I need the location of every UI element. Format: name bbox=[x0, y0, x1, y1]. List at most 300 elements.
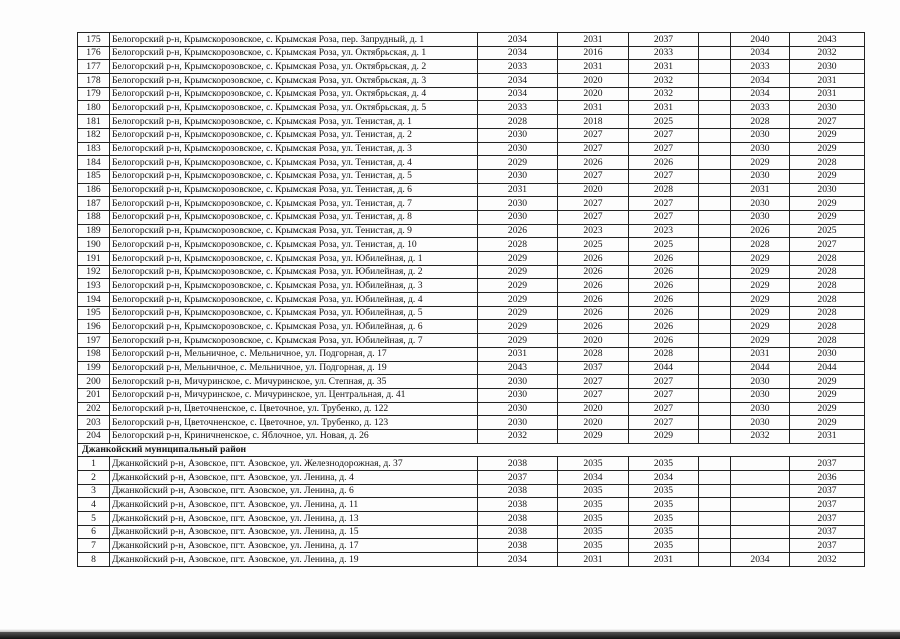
table-body-dzhankoy bbox=[78, 457, 865, 567]
row-number: 193 bbox=[78, 279, 110, 293]
year-cell-6: 2028 bbox=[790, 293, 865, 307]
year-cell-6: 2030 bbox=[790, 183, 865, 197]
year-cell-5: 2030 bbox=[731, 388, 790, 402]
year-cell-2: 2020 bbox=[558, 416, 629, 430]
year-cell-5: 2029 bbox=[731, 320, 790, 334]
year-cell-2: 2035 bbox=[558, 498, 629, 512]
year-cell-4 bbox=[699, 512, 731, 526]
year-cell-1: 2029 bbox=[478, 320, 558, 334]
year-cell-1: 2038 bbox=[478, 484, 558, 498]
row-number: 186 bbox=[78, 183, 110, 197]
year-cell-1: 2030 bbox=[478, 388, 558, 402]
year-cell-2: 2027 bbox=[558, 197, 629, 211]
year-cell-4 bbox=[699, 484, 731, 498]
table-row bbox=[78, 87, 865, 101]
year-cell-1: 2028 bbox=[478, 115, 558, 129]
year-cell-5: 2030 bbox=[731, 375, 790, 389]
year-cell-5: 2030 bbox=[731, 416, 790, 430]
table-row bbox=[78, 293, 865, 307]
address-cell: Белогорский р-н, Криничненское, с. Яблочное, ул. Новая, д. 26 bbox=[110, 429, 478, 443]
year-cell-3: 2026 bbox=[629, 252, 699, 266]
year-cell-4 bbox=[699, 169, 731, 183]
year-cell-5 bbox=[731, 498, 790, 512]
year-cell-1: 2029 bbox=[478, 265, 558, 279]
table-row bbox=[78, 539, 865, 553]
section-header-body bbox=[78, 443, 865, 457]
address-cell: Белогорский р-н, Крымскорозовское, с. Крымская Роза, ул. Октябрьская, д. 4 bbox=[110, 87, 478, 101]
year-cell-6: 2027 bbox=[790, 238, 865, 252]
year-cell-6: 2032 bbox=[790, 553, 865, 567]
address-cell: Белогорский р-н, Крымскорозовское, с. Крымская Роза, ул. Юбилейная, д. 3 bbox=[110, 279, 478, 293]
year-cell-3: 2025 bbox=[629, 115, 699, 129]
row-number: 194 bbox=[78, 293, 110, 307]
year-cell-1: 2028 bbox=[478, 238, 558, 252]
year-cell-6: 2037 bbox=[790, 484, 865, 498]
table-row bbox=[78, 252, 865, 266]
year-cell-1: 2029 bbox=[478, 279, 558, 293]
year-cell-5 bbox=[731, 484, 790, 498]
year-cell-5: 2040 bbox=[731, 33, 790, 47]
year-cell-4 bbox=[699, 197, 731, 211]
year-cell-2: 2026 bbox=[558, 320, 629, 334]
address-cell: Белогорский р-н, Крымскорозовское, с. Крымская Роза, ул. Юбилейная, д. 4 bbox=[110, 293, 478, 307]
year-cell-6: 2029 bbox=[790, 142, 865, 156]
row-number: 5 bbox=[78, 512, 110, 526]
year-cell-2: 2027 bbox=[558, 388, 629, 402]
year-cell-3: 2031 bbox=[629, 60, 699, 74]
row-number: 182 bbox=[78, 128, 110, 142]
address-cell: Джанкойский р-н, Азовское, пгт. Азовское, ул. Ленина, д. 4 bbox=[110, 471, 478, 485]
table-body-belogorsk bbox=[78, 33, 865, 444]
year-cell-5: 2030 bbox=[731, 402, 790, 416]
year-cell-2: 2027 bbox=[558, 210, 629, 224]
year-cell-3: 2035 bbox=[629, 525, 699, 539]
year-cell-4 bbox=[699, 498, 731, 512]
year-cell-3: 2026 bbox=[629, 293, 699, 307]
year-cell-1: 2029 bbox=[478, 306, 558, 320]
year-cell-4 bbox=[699, 60, 731, 74]
year-cell-1: 2033 bbox=[478, 101, 558, 115]
year-cell-4 bbox=[699, 429, 731, 443]
year-cell-3: 2026 bbox=[629, 265, 699, 279]
address-cell: Белогорский р-н, Крымскорозовское, с. Крымская Роза, ул. Тенистая, д. 1 bbox=[110, 115, 478, 129]
year-cell-5 bbox=[731, 471, 790, 485]
year-cell-2: 2026 bbox=[558, 252, 629, 266]
year-cell-4 bbox=[699, 224, 731, 238]
year-cell-4 bbox=[699, 525, 731, 539]
year-cell-2: 2031 bbox=[558, 60, 629, 74]
year-cell-3: 2031 bbox=[629, 553, 699, 567]
year-cell-6: 2028 bbox=[790, 306, 865, 320]
year-cell-4 bbox=[699, 553, 731, 567]
year-cell-6: 2037 bbox=[790, 512, 865, 526]
year-cell-2: 2026 bbox=[558, 306, 629, 320]
address-cell: Белогорский р-н, Крымскорозовское, с. Крымская Роза, ул. Юбилейная, д. 7 bbox=[110, 334, 478, 348]
year-cell-6: 2028 bbox=[790, 252, 865, 266]
year-cell-3: 2032 bbox=[629, 74, 699, 88]
year-cell-4 bbox=[699, 471, 731, 485]
table-row bbox=[78, 265, 865, 279]
year-cell-1: 2038 bbox=[478, 539, 558, 553]
table-row bbox=[78, 183, 865, 197]
year-cell-5: 2029 bbox=[731, 156, 790, 170]
year-cell-1: 2030 bbox=[478, 375, 558, 389]
table-row bbox=[78, 553, 865, 567]
year-cell-2: 2035 bbox=[558, 512, 629, 526]
year-cell-5: 2030 bbox=[731, 210, 790, 224]
year-cell-1: 2038 bbox=[478, 498, 558, 512]
table-row bbox=[78, 375, 865, 389]
row-number: 179 bbox=[78, 87, 110, 101]
table-row bbox=[78, 115, 865, 129]
year-cell-6: 2027 bbox=[790, 115, 865, 129]
address-cell: Джанкойский р-н, Азовское, пгт. Азовское, ул. Ленина, д. 6 bbox=[110, 484, 478, 498]
year-cell-6: 2028 bbox=[790, 265, 865, 279]
year-cell-3: 2027 bbox=[629, 197, 699, 211]
year-cell-5: 2032 bbox=[731, 429, 790, 443]
table-row bbox=[78, 279, 865, 293]
year-cell-6: 2025 bbox=[790, 224, 865, 238]
table-row bbox=[78, 197, 865, 211]
year-cell-2: 2018 bbox=[558, 115, 629, 129]
year-cell-1: 2038 bbox=[478, 512, 558, 526]
year-cell-3: 2032 bbox=[629, 87, 699, 101]
year-cell-2: 2035 bbox=[558, 484, 629, 498]
address-cell: Джанкойский р-н, Азовское, пгт. Азовское, ул. Ленина, д. 19 bbox=[110, 553, 478, 567]
address-cell: Белогорский р-н, Крымскорозовское, с. Крымская Роза, ул. Октябрьская, д. 1 bbox=[110, 46, 478, 60]
year-cell-3: 2044 bbox=[629, 361, 699, 375]
year-cell-5: 2034 bbox=[731, 74, 790, 88]
row-number: 203 bbox=[78, 416, 110, 430]
row-number: 8 bbox=[78, 553, 110, 567]
year-cell-3: 2028 bbox=[629, 347, 699, 361]
row-number: 177 bbox=[78, 60, 110, 74]
year-cell-2: 2026 bbox=[558, 265, 629, 279]
year-cell-1: 2030 bbox=[478, 169, 558, 183]
row-number: 185 bbox=[78, 169, 110, 183]
year-cell-5: 2030 bbox=[731, 128, 790, 142]
year-cell-2: 2026 bbox=[558, 279, 629, 293]
year-cell-3: 2026 bbox=[629, 334, 699, 348]
section-header-row bbox=[78, 443, 865, 457]
table-row bbox=[78, 156, 865, 170]
table-row bbox=[78, 416, 865, 430]
year-cell-4 bbox=[699, 183, 731, 197]
row-number: 6 bbox=[78, 525, 110, 539]
year-cell-5: 2030 bbox=[731, 142, 790, 156]
year-cell-1: 2026 bbox=[478, 224, 558, 238]
year-cell-1: 2034 bbox=[478, 553, 558, 567]
table-row bbox=[78, 388, 865, 402]
address-cell: Белогорский р-н, Крымскорозовское, с. Крымская Роза, ул. Тенистая, д. 9 bbox=[110, 224, 478, 238]
year-cell-2: 2028 bbox=[558, 347, 629, 361]
row-number: 189 bbox=[78, 224, 110, 238]
year-cell-3: 2037 bbox=[629, 33, 699, 47]
address-cell: Белогорский р-н, Мельничное, с. Мельничное, ул. Подгорная, д. 17 bbox=[110, 347, 478, 361]
year-cell-3: 2027 bbox=[629, 375, 699, 389]
housing-register-table bbox=[77, 32, 865, 567]
row-number: 188 bbox=[78, 210, 110, 224]
table-row bbox=[78, 402, 865, 416]
year-cell-3: 2026 bbox=[629, 320, 699, 334]
year-cell-6: 2029 bbox=[790, 375, 865, 389]
table-row bbox=[78, 210, 865, 224]
year-cell-3: 2027 bbox=[629, 128, 699, 142]
year-cell-2: 2027 bbox=[558, 128, 629, 142]
year-cell-6: 2029 bbox=[790, 388, 865, 402]
year-cell-1: 2030 bbox=[478, 128, 558, 142]
year-cell-2: 2027 bbox=[558, 169, 629, 183]
year-cell-4 bbox=[699, 87, 731, 101]
year-cell-5: 2034 bbox=[731, 553, 790, 567]
year-cell-5: 2034 bbox=[731, 87, 790, 101]
year-cell-4 bbox=[699, 293, 731, 307]
address-cell: Белогорский р-н, Крымскорозовское, с. Крымская Роза, ул. Юбилейная, д. 2 bbox=[110, 265, 478, 279]
table-row bbox=[78, 60, 865, 74]
year-cell-3: 2026 bbox=[629, 156, 699, 170]
year-cell-3: 2027 bbox=[629, 416, 699, 430]
year-cell-2: 2035 bbox=[558, 539, 629, 553]
year-cell-3: 2027 bbox=[629, 169, 699, 183]
year-cell-5: 2029 bbox=[731, 334, 790, 348]
year-cell-6: 2030 bbox=[790, 60, 865, 74]
year-cell-1: 2029 bbox=[478, 156, 558, 170]
year-cell-4 bbox=[699, 457, 731, 471]
year-cell-1: 2029 bbox=[478, 252, 558, 266]
year-cell-1: 2031 bbox=[478, 183, 558, 197]
year-cell-1: 2038 bbox=[478, 457, 558, 471]
year-cell-1: 2043 bbox=[478, 361, 558, 375]
table-row bbox=[78, 33, 865, 47]
address-cell: Белогорский р-н, Крымскорозовское, с. Крымская Роза, ул. Юбилейная, д. 6 bbox=[110, 320, 478, 334]
year-cell-2: 2031 bbox=[558, 33, 629, 47]
year-cell-4 bbox=[699, 306, 731, 320]
year-cell-4 bbox=[699, 46, 731, 60]
year-cell-5: 2029 bbox=[731, 265, 790, 279]
year-cell-5: 2030 bbox=[731, 169, 790, 183]
year-cell-2: 2020 bbox=[558, 183, 629, 197]
year-cell-2: 2020 bbox=[558, 87, 629, 101]
table-row bbox=[78, 429, 865, 443]
row-number: 175 bbox=[78, 33, 110, 47]
address-cell: Белогорский р-н, Цветочненское, с. Цветочное, ул. Трубенко, д. 122 bbox=[110, 402, 478, 416]
year-cell-1: 2033 bbox=[478, 60, 558, 74]
row-number: 191 bbox=[78, 252, 110, 266]
year-cell-6: 2028 bbox=[790, 320, 865, 334]
address-cell: Белогорский р-н, Крымскорозовское, с. Крымская Роза, пер. Запрудный, д. 1 bbox=[110, 33, 478, 47]
year-cell-5: 2031 bbox=[731, 347, 790, 361]
year-cell-4 bbox=[699, 279, 731, 293]
year-cell-4 bbox=[699, 156, 731, 170]
year-cell-4 bbox=[699, 238, 731, 252]
row-number: 201 bbox=[78, 388, 110, 402]
year-cell-4 bbox=[699, 252, 731, 266]
year-cell-6: 2036 bbox=[790, 471, 865, 485]
year-cell-6: 2031 bbox=[790, 87, 865, 101]
address-cell: Джанкойский р-н, Азовское, пгт. Азовское, ул. Ленина, д. 15 bbox=[110, 525, 478, 539]
year-cell-4 bbox=[699, 115, 731, 129]
row-number: 183 bbox=[78, 142, 110, 156]
year-cell-2: 2026 bbox=[558, 156, 629, 170]
year-cell-6: 2029 bbox=[790, 197, 865, 211]
row-number: 199 bbox=[78, 361, 110, 375]
row-number: 204 bbox=[78, 429, 110, 443]
year-cell-3: 2027 bbox=[629, 388, 699, 402]
year-cell-5: 2030 bbox=[731, 197, 790, 211]
row-number: 197 bbox=[78, 334, 110, 348]
year-cell-1: 2038 bbox=[478, 525, 558, 539]
year-cell-5: 2029 bbox=[731, 279, 790, 293]
address-cell: Белогорский р-н, Крымскорозовское, с. Крымская Роза, ул. Тенистая, д. 6 bbox=[110, 183, 478, 197]
year-cell-3: 2027 bbox=[629, 142, 699, 156]
year-cell-6: 2031 bbox=[790, 74, 865, 88]
year-cell-2: 2034 bbox=[558, 471, 629, 485]
year-cell-6: 2044 bbox=[790, 361, 865, 375]
year-cell-3: 2035 bbox=[629, 484, 699, 498]
year-cell-1: 2034 bbox=[478, 33, 558, 47]
year-cell-3: 2028 bbox=[629, 183, 699, 197]
year-cell-2: 2029 bbox=[558, 429, 629, 443]
row-number: 190 bbox=[78, 238, 110, 252]
year-cell-1: 2029 bbox=[478, 293, 558, 307]
year-cell-4 bbox=[699, 388, 731, 402]
row-number: 1 bbox=[78, 457, 110, 471]
year-cell-1: 2034 bbox=[478, 87, 558, 101]
year-cell-1: 2032 bbox=[478, 429, 558, 443]
year-cell-6: 2028 bbox=[790, 334, 865, 348]
year-cell-6: 2037 bbox=[790, 525, 865, 539]
year-cell-4 bbox=[699, 361, 731, 375]
year-cell-4 bbox=[699, 101, 731, 115]
year-cell-3: 2033 bbox=[629, 46, 699, 60]
row-number: 181 bbox=[78, 115, 110, 129]
year-cell-6: 2030 bbox=[790, 101, 865, 115]
year-cell-2: 2025 bbox=[558, 238, 629, 252]
address-cell: Джанкойский р-н, Азовское, пгт. Азовское, ул. Ленина, д. 11 bbox=[110, 498, 478, 512]
year-cell-2: 2023 bbox=[558, 224, 629, 238]
year-cell-2: 2037 bbox=[558, 361, 629, 375]
address-cell: Белогорский р-н, Мичуринское, с. Мичуринское, ул. Центральная, д. 41 bbox=[110, 388, 478, 402]
address-cell: Белогорский р-н, Крымскорозовское, с. Крымская Роза, ул. Тенистая, д. 8 bbox=[110, 210, 478, 224]
row-number: 180 bbox=[78, 101, 110, 115]
year-cell-6: 2030 bbox=[790, 347, 865, 361]
year-cell-5 bbox=[731, 525, 790, 539]
table-row bbox=[78, 457, 865, 471]
table-row bbox=[78, 512, 865, 526]
year-cell-3: 2023 bbox=[629, 224, 699, 238]
table-row bbox=[78, 74, 865, 88]
year-cell-6: 2029 bbox=[790, 169, 865, 183]
year-cell-3: 2035 bbox=[629, 539, 699, 553]
year-cell-6: 2028 bbox=[790, 279, 865, 293]
year-cell-6: 2037 bbox=[790, 457, 865, 471]
year-cell-6: 2029 bbox=[790, 210, 865, 224]
year-cell-6: 2029 bbox=[790, 402, 865, 416]
address-cell: Белогорский р-н, Крымскорозовское, с. Крымская Роза, ул. Тенистая, д. 2 bbox=[110, 128, 478, 142]
table-row bbox=[78, 361, 865, 375]
year-cell-4 bbox=[699, 210, 731, 224]
year-cell-2: 2020 bbox=[558, 74, 629, 88]
row-number: 176 bbox=[78, 46, 110, 60]
year-cell-3: 2025 bbox=[629, 238, 699, 252]
table-row bbox=[78, 320, 865, 334]
year-cell-1: 2030 bbox=[478, 142, 558, 156]
year-cell-5: 2029 bbox=[731, 252, 790, 266]
row-number: 2 bbox=[78, 471, 110, 485]
year-cell-1: 2037 bbox=[478, 471, 558, 485]
year-cell-5: 2044 bbox=[731, 361, 790, 375]
address-cell: Джанкойский р-н, Азовское, пгт. Азовское, ул. Ленина, д. 17 bbox=[110, 539, 478, 553]
table-row bbox=[78, 306, 865, 320]
year-cell-4 bbox=[699, 320, 731, 334]
year-cell-3: 2034 bbox=[629, 471, 699, 485]
year-cell-1: 2030 bbox=[478, 416, 558, 430]
year-cell-4 bbox=[699, 74, 731, 88]
table-row bbox=[78, 224, 865, 238]
year-cell-5: 2033 bbox=[731, 60, 790, 74]
year-cell-5 bbox=[731, 457, 790, 471]
year-cell-3: 2035 bbox=[629, 457, 699, 471]
year-cell-6: 2037 bbox=[790, 498, 865, 512]
year-cell-1: 2030 bbox=[478, 210, 558, 224]
year-cell-5: 2029 bbox=[731, 306, 790, 320]
year-cell-4 bbox=[699, 416, 731, 430]
year-cell-3: 2035 bbox=[629, 512, 699, 526]
year-cell-5 bbox=[731, 512, 790, 526]
table-row bbox=[78, 128, 865, 142]
address-cell: Белогорский р-н, Крымскорозовское, с. Крымская Роза, ул. Октябрьская, д. 2 bbox=[110, 60, 478, 74]
year-cell-4 bbox=[699, 33, 731, 47]
table-row bbox=[78, 525, 865, 539]
year-cell-1: 2029 bbox=[478, 334, 558, 348]
table-row bbox=[78, 484, 865, 498]
row-number: 178 bbox=[78, 74, 110, 88]
year-cell-5: 2028 bbox=[731, 238, 790, 252]
year-cell-6: 2028 bbox=[790, 156, 865, 170]
year-cell-5: 2034 bbox=[731, 46, 790, 60]
year-cell-2: 2027 bbox=[558, 142, 629, 156]
row-number: 4 bbox=[78, 498, 110, 512]
year-cell-4 bbox=[699, 128, 731, 142]
year-cell-3: 2026 bbox=[629, 279, 699, 293]
year-cell-4 bbox=[699, 142, 731, 156]
year-cell-3: 2026 bbox=[629, 306, 699, 320]
address-cell: Белогорский р-н, Крымскорозовское, с. Крымская Роза, ул. Тенистая, д. 3 bbox=[110, 142, 478, 156]
row-number: 187 bbox=[78, 197, 110, 211]
address-cell: Белогорский р-н, Цветочненское, с. Цветочное, ул. Трубенко, д. 123 bbox=[110, 416, 478, 430]
address-cell: Белогорский р-н, Крымскорозовское, с. Крымская Роза, ул. Тенистая, д. 10 bbox=[110, 238, 478, 252]
address-cell: Белогорский р-н, Крымскорозовское, с. Крымская Роза, ул. Юбилейная, д. 5 bbox=[110, 306, 478, 320]
year-cell-5: 2033 bbox=[731, 101, 790, 115]
year-cell-2: 2035 bbox=[558, 525, 629, 539]
year-cell-4 bbox=[699, 375, 731, 389]
year-cell-3: 2027 bbox=[629, 210, 699, 224]
row-number: 7 bbox=[78, 539, 110, 553]
year-cell-5: 2026 bbox=[731, 224, 790, 238]
year-cell-3: 2029 bbox=[629, 429, 699, 443]
section-title: Джанкойский муниципальный район bbox=[78, 443, 865, 457]
year-cell-2: 2016 bbox=[558, 46, 629, 60]
year-cell-2: 2020 bbox=[558, 334, 629, 348]
table-row bbox=[78, 142, 865, 156]
row-number: 202 bbox=[78, 402, 110, 416]
year-cell-1: 2034 bbox=[478, 46, 558, 60]
address-cell: Белогорский р-н, Мельничное, с. Мельничное, ул. Подгорная, д. 19 bbox=[110, 361, 478, 375]
row-number: 184 bbox=[78, 156, 110, 170]
address-cell: Белогорский р-н, Крымскорозовское, с. Крымская Роза, ул. Тенистая, д. 5 bbox=[110, 169, 478, 183]
year-cell-3: 2031 bbox=[629, 101, 699, 115]
year-cell-5: 2028 bbox=[731, 115, 790, 129]
